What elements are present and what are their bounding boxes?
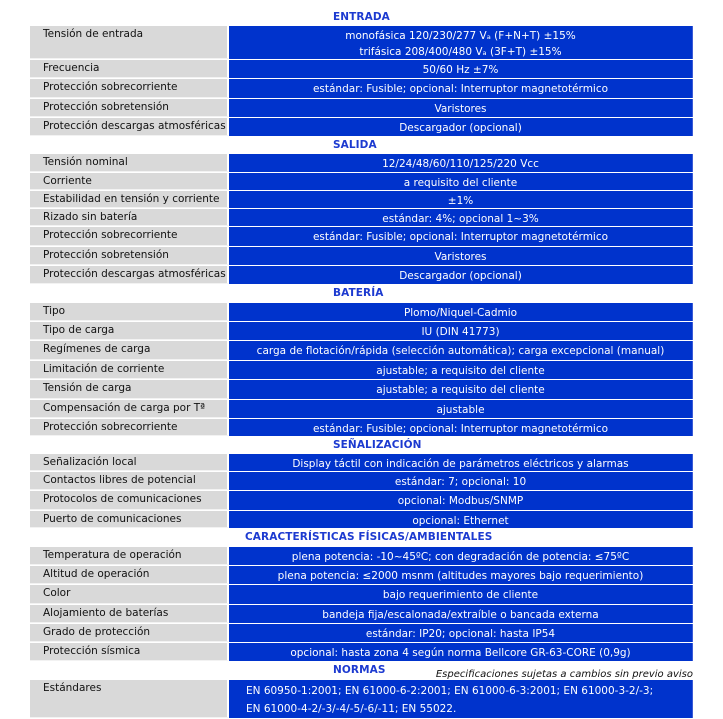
spec-value bbox=[229, 173, 693, 190]
spec-row bbox=[30, 511, 693, 529]
spec-row bbox=[30, 605, 693, 624]
spec-label: Protección sobretensión bbox=[30, 247, 229, 265]
spec-value bbox=[229, 419, 693, 436]
spec-row bbox=[30, 99, 693, 118]
spec-row bbox=[30, 266, 693, 285]
spec-label: Señalización local bbox=[30, 454, 229, 471]
spec-value bbox=[229, 60, 693, 78]
spec-value-line: Descargador (opcional) bbox=[399, 270, 522, 282]
spec-value bbox=[229, 472, 693, 490]
section-title: ENTRADA bbox=[333, 11, 390, 23]
spec-value-line: EN 60950-1:2001; EN 61000-6-2:2001; EN 61000-6-3:2001; EN 61000-3-2/-3; bbox=[246, 685, 654, 697]
spec-row bbox=[30, 341, 693, 361]
spec-row bbox=[30, 491, 693, 511]
spec-row bbox=[30, 79, 693, 99]
spec-value-line: ajustable; a requisito del cliente bbox=[376, 384, 545, 396]
spec-value bbox=[229, 227, 693, 246]
spec-value bbox=[229, 491, 693, 510]
spec-row bbox=[30, 26, 693, 60]
spec-label: Tensión de entrada bbox=[30, 26, 229, 59]
spec-value bbox=[229, 266, 693, 284]
spec-value-line: estándar: 4%; opcional 1~3% bbox=[382, 213, 539, 225]
spec-label: Compensación de carga por Tª bbox=[30, 400, 229, 418]
spec-row bbox=[30, 247, 693, 266]
footer-note: Especificaciones sujetas a cambios sin previo aviso bbox=[435, 669, 693, 680]
spec-value bbox=[229, 209, 693, 226]
spec-label: Tipo de carga bbox=[30, 322, 229, 340]
spec-label: Tipo bbox=[30, 303, 229, 321]
spec-row bbox=[30, 472, 693, 491]
spec-value bbox=[229, 511, 693, 528]
spec-value-line: estándar: Fusible; opcional: Interruptor magnetotérmico bbox=[312, 83, 609, 95]
spec-label: Protección sísmica bbox=[30, 643, 229, 661]
spec-value bbox=[229, 191, 693, 208]
spec-label: Altitud de operación bbox=[30, 566, 229, 584]
spec-label: Protección descargas atmosféricas bbox=[30, 266, 229, 284]
spec-label: Protección sobrecorriente bbox=[30, 419, 229, 436]
spec-value-line: ±1% bbox=[447, 195, 474, 207]
spec-label: Puerto de comunicaciones bbox=[30, 511, 229, 528]
spec-label: Temperatura de operación bbox=[30, 547, 229, 565]
spec-value bbox=[229, 454, 693, 471]
spec-label: Tensión de carga bbox=[30, 380, 229, 399]
spec-label: Protección descargas atmosféricas bbox=[30, 118, 229, 136]
spec-value bbox=[229, 79, 693, 98]
spec-row bbox=[30, 400, 693, 419]
spec-value bbox=[229, 341, 693, 360]
spec-value-line: 50/60 Hz ±7% bbox=[422, 64, 499, 76]
spec-value-line: trifásica 208/400/480 Vₐ (3F+T) ±15% bbox=[359, 46, 562, 58]
spec-label: Regímenes de carga bbox=[30, 341, 229, 360]
spec-value bbox=[229, 680, 693, 718]
spec-value-line: estándar: 7; opcional: 10 bbox=[394, 476, 527, 488]
spec-row bbox=[30, 209, 693, 227]
spec-row bbox=[30, 322, 693, 341]
section-header bbox=[30, 137, 693, 154]
spec-value-line: Plomo/Niquel-Cadmio bbox=[403, 307, 518, 319]
section-header bbox=[30, 9, 693, 26]
spec-value bbox=[229, 26, 693, 59]
spec-value bbox=[229, 566, 693, 584]
spec-row bbox=[30, 118, 693, 137]
section-title: SEÑALIZACIÓN bbox=[333, 439, 422, 451]
spec-label: Tensión nominal bbox=[30, 154, 229, 172]
spec-row bbox=[30, 191, 693, 209]
spec-label: Protección sobrecorriente bbox=[30, 227, 229, 246]
spec-value-line: EN 61000-4-2/-3/-4/-5/-6/-11; EN 55022. bbox=[246, 703, 457, 715]
spec-value-line: Descargador (opcional) bbox=[399, 122, 522, 134]
spec-label: Protocolos de comunicaciones bbox=[30, 491, 229, 510]
spec-row bbox=[30, 547, 693, 566]
spec-row bbox=[30, 643, 693, 662]
spec-value-line: bandeja fija/escalonada/extraíble o bancada externa bbox=[322, 609, 599, 621]
spec-value bbox=[229, 400, 693, 418]
spec-value-line: carga de flotación/rápida (selección automática); carga excepcional (manual) bbox=[256, 345, 665, 357]
spec-label: Estabilidad en tensión y corriente bbox=[30, 191, 229, 208]
spec-label: Limitación de corriente bbox=[30, 361, 229, 379]
spec-value-line: monofásica 120/230/277 Vₐ (F+N+T) ±15% bbox=[345, 30, 576, 42]
spec-sheet bbox=[30, 9, 693, 719]
spec-value bbox=[229, 605, 693, 623]
section-title: NORMAS bbox=[333, 664, 386, 676]
spec-row bbox=[30, 624, 693, 643]
spec-value-line: opcional: Ethernet bbox=[412, 515, 509, 527]
spec-value bbox=[229, 118, 693, 136]
spec-row bbox=[30, 566, 693, 585]
section-header bbox=[30, 285, 693, 303]
spec-row bbox=[30, 60, 693, 79]
spec-value-line: a requisito del cliente bbox=[403, 177, 518, 189]
spec-value-line: opcional: hasta zona 4 según norma Bellcore GR-63-CORE (0,9g) bbox=[290, 647, 631, 659]
spec-value bbox=[229, 547, 693, 565]
spec-value-line: plena potencia: ≤2000 msnm (altitudes mayores bajo requerimiento) bbox=[277, 570, 644, 582]
spec-value-line: opcional: Modbus/SNMP bbox=[397, 495, 524, 507]
spec-value-line: Varistores bbox=[434, 103, 487, 115]
spec-row bbox=[30, 227, 693, 247]
spec-row bbox=[30, 154, 693, 173]
spec-label: Contactos libres de potencial bbox=[30, 472, 229, 490]
spec-label: Grado de protección bbox=[30, 624, 229, 642]
spec-value-line: estándar: Fusible; opcional: Interruptor magnetotérmico bbox=[312, 423, 609, 435]
spec-value bbox=[229, 303, 693, 321]
spec-value-line: ajustable bbox=[436, 404, 485, 416]
section-title: BATERÍA bbox=[333, 287, 384, 299]
spec-value-line: IU (DIN 41773) bbox=[421, 326, 500, 338]
spec-value bbox=[229, 624, 693, 642]
spec-row bbox=[30, 361, 693, 380]
section-header bbox=[30, 437, 693, 454]
spec-value bbox=[229, 99, 693, 117]
spec-value bbox=[229, 585, 693, 604]
spec-value bbox=[229, 380, 693, 399]
spec-row bbox=[30, 585, 693, 605]
spec-label: Corriente bbox=[30, 173, 229, 190]
spec-row bbox=[30, 303, 693, 322]
spec-row bbox=[30, 419, 693, 437]
spec-value bbox=[229, 247, 693, 265]
spec-label: Estándares bbox=[30, 680, 229, 718]
spec-value bbox=[229, 643, 693, 661]
spec-label: Protección sobrecorriente bbox=[30, 79, 229, 98]
spec-row bbox=[30, 173, 693, 191]
spec-value bbox=[229, 154, 693, 172]
section-title: CARACTERÍSTICAS FÍSICAS/AMBIENTALES bbox=[245, 531, 493, 543]
section-header bbox=[30, 529, 693, 547]
spec-row bbox=[30, 380, 693, 400]
spec-label: Color bbox=[30, 585, 229, 604]
spec-label: Frecuencia bbox=[30, 60, 229, 78]
spec-value bbox=[229, 322, 693, 340]
spec-value-line: Display táctil con indicación de parámetros eléctricos y alarmas bbox=[292, 458, 629, 470]
spec-value-line: plena potencia: -10~45ºC; con degradación de potencia: ≤75ºC bbox=[291, 551, 630, 563]
spec-value-line: bajo requerimiento de cliente bbox=[382, 589, 539, 601]
spec-label: Protección sobretensión bbox=[30, 99, 229, 117]
spec-row bbox=[30, 454, 693, 472]
spec-value-line: estándar: IP20; opcional: hasta IP54 bbox=[365, 628, 556, 640]
spec-value-line: 12/24/48/60/110/125/220 Vcc bbox=[382, 158, 539, 170]
spec-value-line: ajustable; a requisito del cliente bbox=[376, 365, 545, 377]
spec-row bbox=[30, 680, 693, 719]
section-title: SALIDA bbox=[333, 139, 377, 151]
spec-label: Rizado sin batería bbox=[30, 209, 229, 226]
spec-value-line: Varistores bbox=[434, 251, 487, 263]
spec-value-line: estándar: Fusible; opcional: Interruptor magnetotérmico bbox=[312, 231, 609, 243]
spec-value bbox=[229, 361, 693, 379]
spec-label: Alojamiento de baterías bbox=[30, 605, 229, 623]
